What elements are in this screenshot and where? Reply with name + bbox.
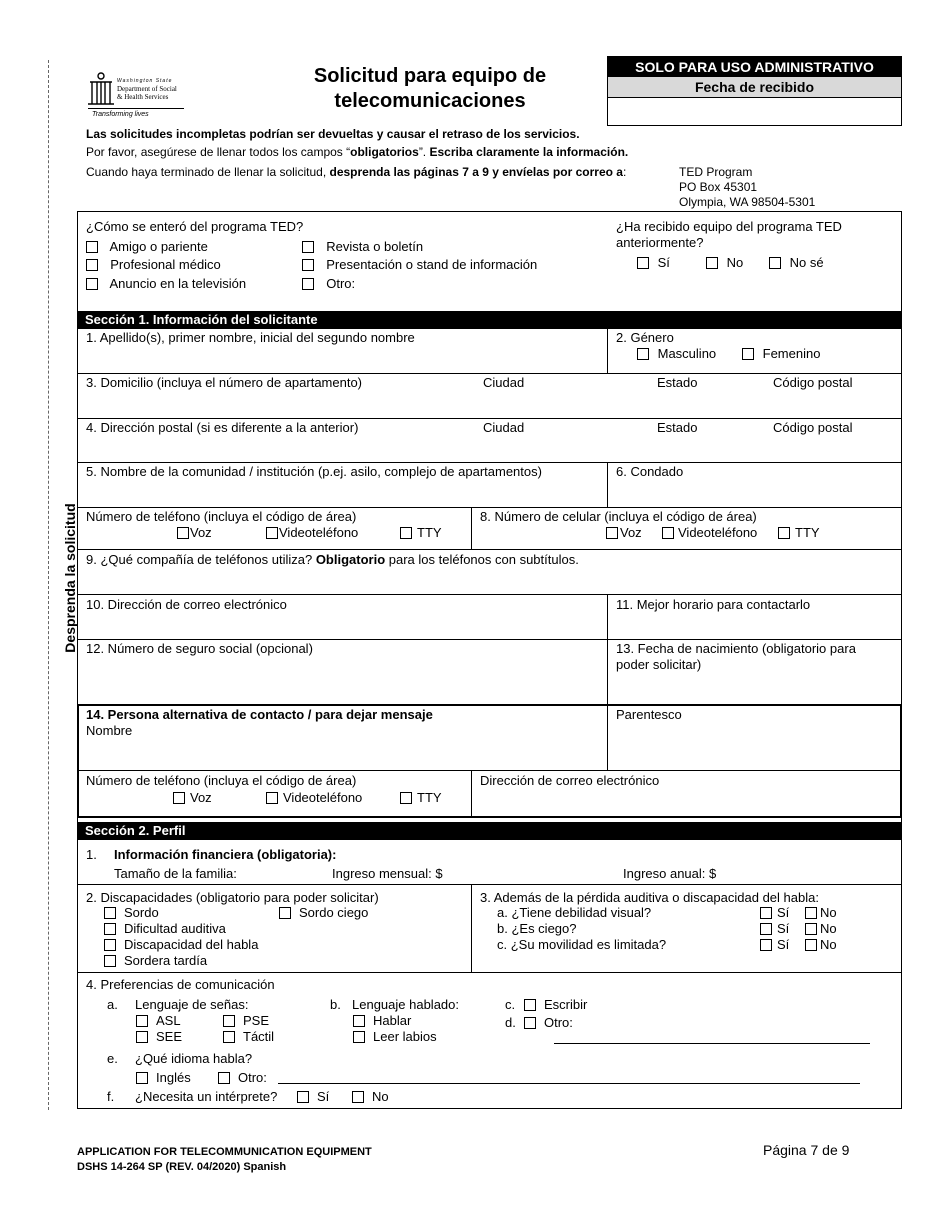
prev-equipment-question: ¿Ha recibido equipo del programa TED anteriormente? — [616, 219, 842, 250]
section1-header: Sección 1. Información del solicitante — [77, 311, 902, 329]
field-alt-contact: 14. Persona alternativa de contacto / para dejar mensaje — [86, 707, 433, 722]
disability-speech-checkbox[interactable]: Discapacidad del habla — [104, 937, 258, 953]
field-family-size[interactable]: Tamaño de la familia: — [114, 866, 237, 881]
q4d-label: d. — [505, 1015, 516, 1030]
source-option-booth[interactable]: Presentación o stand de información — [302, 257, 537, 273]
field-cell[interactable]: 8. Número de celular (incluya el código de área) — [480, 509, 757, 524]
q3c-mobility: c. ¿Su movilidad es limitada? — [497, 937, 667, 952]
interpreter-yes-checkbox[interactable]: Sí — [297, 1089, 329, 1105]
write-checkbox[interactable]: Escribir — [524, 997, 587, 1013]
disability-late-deaf-checkbox[interactable]: Sordera tardía — [104, 953, 207, 969]
sign-see-checkbox[interactable]: SEE — [136, 1029, 182, 1045]
source-option-magazine[interactable]: Revista o boletín — [302, 239, 423, 255]
source-option-medical[interactable]: Profesional médico — [86, 257, 221, 273]
field-mailing[interactable]: 4. Dirección postal (si es diferente a la anterior) — [86, 420, 359, 435]
field-relationship[interactable]: Parentesco — [616, 707, 682, 722]
field-gender: 2. Género — [616, 330, 674, 345]
q3a-no-checkbox[interactable]: No — [805, 905, 837, 921]
field-alt-phone[interactable]: Número de teléfono (incluya el código de área) — [86, 773, 357, 788]
field-ssn[interactable]: 12. Número de seguro social (opcional) — [86, 641, 313, 656]
field-address-zip[interactable]: Código postal — [773, 375, 853, 390]
q4e-language: ¿Qué idioma habla? — [135, 1051, 253, 1066]
q4f-label: f. — [107, 1089, 115, 1104]
field-best-time[interactable]: 11. Mejor horario para contactarlo — [616, 597, 811, 612]
dshs-logo — [86, 68, 186, 122]
prev-no-checkbox[interactable]: No — [706, 255, 743, 271]
tear-label: Desprenda la solicitud — [62, 503, 78, 653]
admin-date-label: Fecha de recibido — [608, 77, 901, 98]
gender-female-checkbox[interactable]: Femenino — [742, 346, 820, 362]
lang-other-checkbox[interactable]: Otro: — [218, 1070, 267, 1086]
disability-deaf-blind-checkbox[interactable]: Sordo ciego — [279, 905, 368, 921]
field-county[interactable]: 6. Condado — [616, 464, 684, 479]
section2-header: Sección 2. Perfil — [77, 822, 902, 840]
source-option-tv[interactable]: Anuncio en la televisión — [86, 276, 246, 292]
cell-voice-checkbox[interactable]: Voz — [606, 525, 642, 541]
comm-other-checkbox[interactable]: Otro: — [524, 1015, 573, 1031]
field-mailing-state[interactable]: Estado — [657, 420, 698, 435]
phone-tty-checkbox[interactable]: TTY — [400, 525, 442, 541]
field-alt-name[interactable]: Nombre — [86, 723, 133, 738]
page-title: Solicitud para equipo de telecomunicaciones — [313, 65, 547, 112]
logo-tagline: Transforming lives — [92, 111, 149, 118]
q4a-label: a. — [107, 997, 118, 1012]
q3b-no-checkbox[interactable]: No — [805, 921, 837, 937]
logo-dept: Department of Social — [117, 85, 177, 93]
q3-additional: 3. Además de la pérdida auditiva o discapacidad del habla: — [480, 890, 819, 905]
disability-hard-hearing-checkbox[interactable]: Dificultad auditiva — [104, 921, 226, 937]
field-address-state[interactable]: Estado — [657, 375, 698, 390]
footer-form-number: DSHS 14-264 SP (REV. 04/2020) Spanish — [77, 1161, 287, 1173]
source-question: ¿Cómo se enteró del programa TED? — [86, 219, 304, 234]
phone-voice-checkbox[interactable]: Voz — [177, 525, 212, 541]
admin-date-field[interactable] — [608, 98, 901, 125]
q4a-sign-language: Lenguaje de señas: — [135, 997, 249, 1012]
admin-title: SOLO PARA USO ADMINISTRATIVO — [608, 57, 901, 77]
source-option-friend[interactable]: Amigo o pariente — [86, 239, 208, 255]
dshs-logo-icon — [86, 70, 116, 108]
field-dob[interactable]: 13. Fecha de nacimiento (obligatorio para poder solicitar) — [616, 641, 856, 672]
q3c-no-checkbox[interactable]: No — [805, 937, 837, 953]
q3c-yes-checkbox[interactable]: Sí — [760, 937, 789, 953]
interpreter-no-checkbox[interactable]: No — [352, 1089, 389, 1105]
q1-financial: Información financiera (obligatoria): — [114, 847, 337, 862]
q4b-label: b. — [330, 997, 341, 1012]
spoken-speak-checkbox[interactable]: Hablar — [353, 1013, 411, 1029]
alt-phone-voice-checkbox[interactable]: Voz — [173, 790, 212, 806]
intro-warning: Las solicitudes incompletas podrían ser devueltas y causar el retraso de los servicios. — [86, 127, 580, 141]
intro-mailing: Cuando haya terminado de llenar la solicitud, desprenda las páginas 7 a 9 y envíelas por correo a: — [86, 165, 627, 179]
gender-male-checkbox[interactable]: Masculino — [637, 346, 716, 362]
q4c-label: c. — [505, 997, 516, 1012]
cell-video-checkbox[interactable]: Videoteléfono — [662, 525, 757, 541]
prev-yes-checkbox[interactable]: Sí — [637, 255, 670, 271]
alt-phone-video-checkbox[interactable]: Videoteléfono — [266, 790, 362, 806]
sign-asl-checkbox[interactable]: ASL — [136, 1013, 181, 1029]
field-mailing-zip[interactable]: Código postal — [773, 420, 853, 435]
field-mailing-city[interactable]: Ciudad — [483, 420, 525, 435]
q1-number: 1. — [86, 847, 97, 862]
field-community[interactable]: 5. Nombre de la comunidad / institución (p.ej. asilo, complejo de apartamentos) — [86, 464, 542, 479]
q3a-visual: a. ¿Tiene debilidad visual? — [497, 905, 652, 920]
field-monthly-income[interactable]: Ingreso mensual: $ — [332, 866, 443, 881]
page-number: Página 7 de 9 — [763, 1142, 850, 1158]
logo-dept2: & Health Services — [117, 93, 169, 101]
q3a-yes-checkbox[interactable]: Sí — [760, 905, 789, 921]
cell-tty-checkbox[interactable]: TTY — [778, 525, 820, 541]
sign-tactile-checkbox[interactable]: Táctil — [223, 1029, 274, 1045]
spoken-lipread-checkbox[interactable]: Leer labios — [353, 1029, 437, 1045]
field-annual-income[interactable]: Ingreso anual: $ — [623, 866, 717, 881]
comm-other-line[interactable] — [554, 1043, 870, 1044]
lang-other-line[interactable] — [278, 1083, 860, 1084]
q4f-interpreter: ¿Necesita un intérprete? — [135, 1089, 278, 1104]
field-alt-email[interactable]: Dirección de correo electrónico — [480, 773, 660, 788]
q4e-label: e. — [107, 1051, 118, 1066]
mailing-address: TED Program PO Box 45301 Olympia, WA 98504-5301 — [679, 165, 816, 209]
admin-box — [607, 56, 902, 126]
q4-communication: 4. Preferencias de comunicación — [86, 977, 275, 992]
logo-state: Washington State — [117, 78, 173, 84]
field-address-city[interactable]: Ciudad — [483, 375, 525, 390]
q2-disabilities: 2. Discapacidades (obligatorio para poder solicitar) — [86, 890, 379, 905]
field-phone-company[interactable]: 9. ¿Qué compañía de teléfonos utiliza? Obligatorio para los teléfonos con subtítulos. — [86, 552, 579, 567]
footer-form-title: APPLICATION FOR TELECOMMUNICATION EQUIPMENT — [77, 1146, 372, 1158]
intro-instructions: Por favor, asegúrese de llenar todos los campos “obligatorios”. Escriba claramente la información. — [86, 145, 629, 159]
q3b-yes-checkbox[interactable]: Sí — [760, 921, 789, 937]
field-email[interactable]: 10. Dirección de correo electrónico — [86, 597, 287, 612]
field-phone[interactable]: Número de teléfono (incluya el código de área) — [86, 509, 357, 524]
field-address[interactable]: 3. Domicilio (incluya el número de apartamento) — [86, 375, 363, 390]
alt-phone-tty-checkbox[interactable]: TTY — [400, 790, 442, 806]
lang-english-checkbox[interactable]: Inglés — [136, 1070, 191, 1086]
tear-line — [48, 60, 49, 1110]
prev-unknown-checkbox[interactable]: No sé — [769, 255, 824, 271]
disability-deaf-checkbox[interactable]: Sordo — [104, 905, 159, 921]
field-name[interactable]: 1. Apellido(s), primer nombre, inicial del segundo nombre — [86, 330, 415, 345]
q3b-blind: b. ¿Es ciego? — [497, 921, 577, 936]
q4b-spoken-language: Lenguaje hablado: — [352, 997, 459, 1012]
phone-video-checkbox[interactable]: Videoteléfono — [266, 525, 358, 541]
sign-pse-checkbox[interactable]: PSE — [223, 1013, 269, 1029]
source-option-other[interactable]: Otro: — [302, 276, 355, 292]
